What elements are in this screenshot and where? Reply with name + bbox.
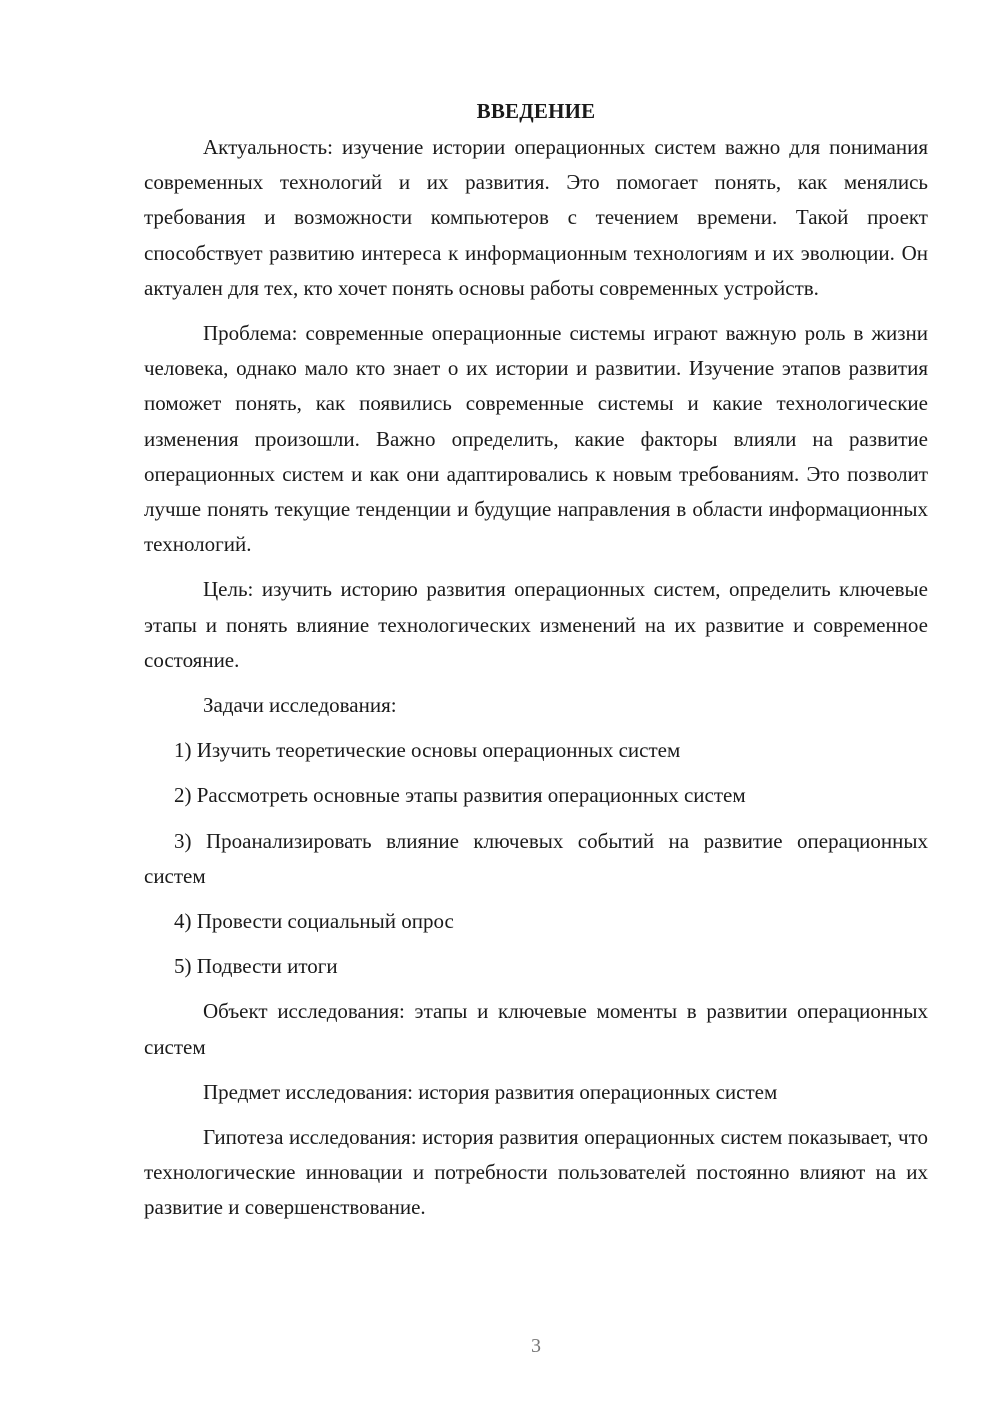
page-content: [144, 96, 928, 1236]
paragraph-goal: Цель: изучить историю развития операционных систем, определить ключевые этапы и понять влияние технологических изменений на их развитие и современное состояние.: [144, 577, 928, 672]
paragraph-relevance: Актуальность: изучение истории операционных систем важно для понимания современных технологий и их развития. Это помогает понять, как менялись требования и возможности компьютеров с течением времени. Такой проект способствует развитию интереса к информационным технологиям и их эволюции. Он актуален для тех, кто хочет понять основы работы современных устройств.: [144, 135, 928, 300]
paragraph-hypothesis: Гипотеза исследования: история развития операционных систем показывает, что технологические инновации и потребности пользователей постоянно влияют на их развитие и совершенствование.: [144, 1125, 928, 1220]
paragraph-object: Объект исследования: этапы и ключевые моменты в развитии операционных систем: [144, 999, 928, 1059]
task-item-1: 1) Изучить теоретические основы операционных систем: [174, 738, 681, 763]
page-number: 3: [531, 1335, 541, 1357]
paragraph-problem: Проблема: современные операционные системы играют важную роль в жизни человека, однако мало кто знает о их истории и развитии. Изучение этапов развития поможет понять, как появились современные системы и какие технологические изменения произошли. Важно определить, какие факторы влияли на развитие операционных систем и как они адаптировались к новым требованиям. Это позволит лучше понять текущие тенденции и будущие направления в области информационных технологий.: [144, 321, 928, 557]
tasks-heading: Задачи исследования:: [203, 693, 397, 718]
task-item-2: 2) Рассмотреть основные этапы развития операционных систем: [174, 783, 746, 808]
task-item-3: 3) Проанализировать влияние ключевых событий на развитие операционных систем: [144, 828, 928, 888]
paragraph-subject: Предмет исследования: история развития операционных систем: [203, 1079, 778, 1104]
task-item-5: 5) Подвести итоги: [174, 954, 338, 979]
page-title: ВВЕДЕНИЕ: [476, 99, 596, 123]
task-item-4: 4) Провести социальный опрос: [174, 909, 454, 934]
